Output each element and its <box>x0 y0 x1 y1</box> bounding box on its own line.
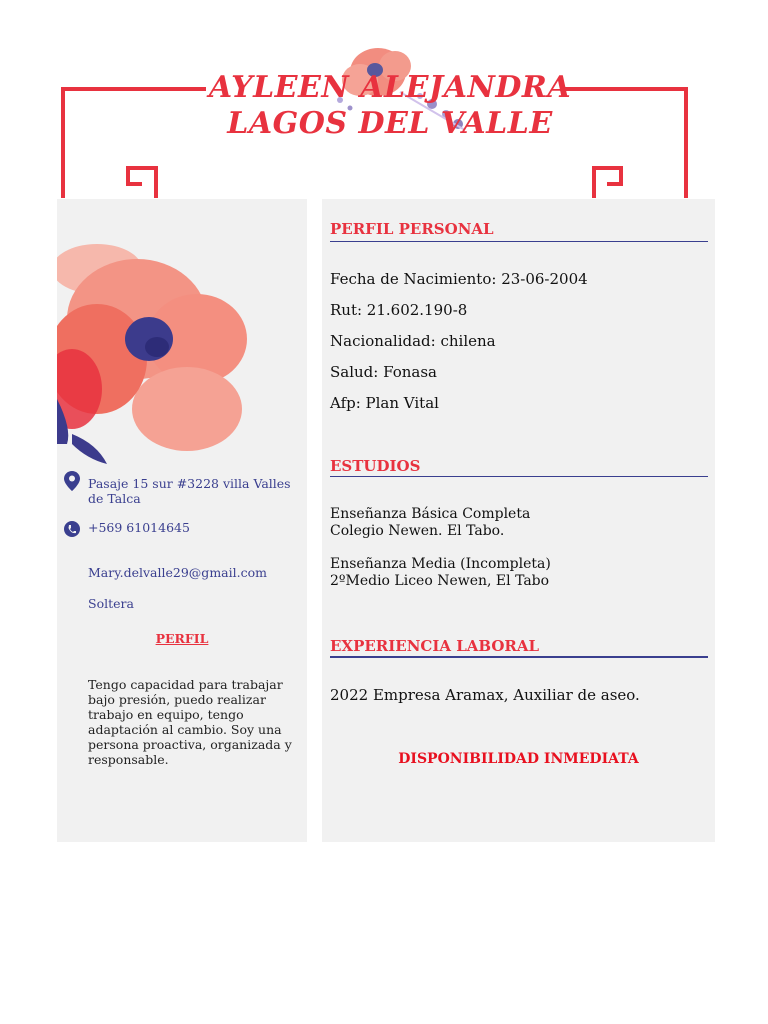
name-line-1: AYLEEN ALEJANDRA <box>208 70 572 105</box>
poppy-flower-icon <box>57 229 257 469</box>
left-sidebar <box>57 199 307 842</box>
study-1-level: Enseñanza Básica Completa <box>330 506 531 522</box>
study-2-level: Enseñanza Media (Incompleta) <box>330 556 551 572</box>
main-content <box>322 199 715 842</box>
email-address[interactable]: Mary.delvalle29@gmail.com <box>88 565 267 580</box>
rut: Rut: 21.602.190-8 <box>330 301 468 319</box>
study-1-school: Colegio Newen. El Tabo. <box>330 523 505 539</box>
phone-number[interactable]: +569 61014645 <box>88 520 190 535</box>
availability-note: DISPONIBILIDAD INMEDIATA <box>398 751 639 767</box>
study-2-school: 2ºMedio Liceo Newen, El Tabo <box>330 573 550 589</box>
profile-heading: PERFIL <box>155 631 209 646</box>
section-divider <box>330 476 708 477</box>
profile-summary: Tengo capacidad para trabajar bajo presión, puedo realizar trabajo en equipo, tengo adaptación al cambio. Soy una persona proactiva, organizada y responsable. <box>88 677 292 767</box>
civil-status: Soltera <box>88 596 134 611</box>
location-pin-icon <box>64 471 80 491</box>
health-insurance: Salud: Fonasa <box>330 363 437 381</box>
candidate-name <box>200 70 580 142</box>
section-divider <box>330 241 708 242</box>
address-text: Pasaje 15 sur #3228 villa Valles de Talca <box>88 476 291 506</box>
nationality: Nacionalidad: chilena <box>330 332 496 350</box>
section-divider <box>330 656 708 658</box>
experience-title: EXPERIENCIA LABORAL <box>330 637 540 655</box>
name-line-2: LAGOS DEL VALLE <box>227 106 553 141</box>
experience-entry: 2022 Empresa Aramax, Auxiliar de aseo. <box>330 686 640 704</box>
phone-icon <box>64 519 80 539</box>
personal-profile-title: PERFIL PERSONAL <box>330 220 494 238</box>
studies-title: ESTUDIOS <box>330 457 421 475</box>
birth-date: Fecha de Nacimiento: 23-06-2004 <box>330 270 588 288</box>
pension-fund: Afp: Plan Vital <box>330 394 439 412</box>
